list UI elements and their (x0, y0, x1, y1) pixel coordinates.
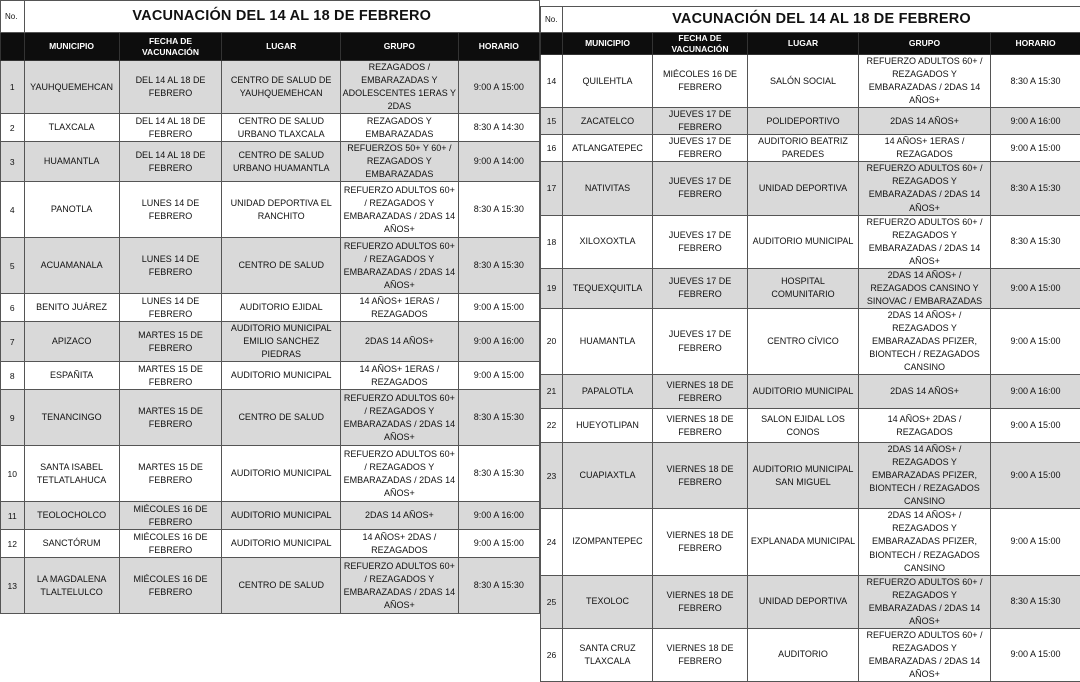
cell-lugar: UNIDAD DEPORTIVA (748, 162, 859, 215)
cell-grupo: REFUERZO ADULTOS 60+ / REZAGADOS Y EMBARAZADAS / 2DAS 14 AÑOS+ (341, 558, 459, 614)
cell-municipio: SANTA ISABEL TETLATLAHUCA (24, 446, 119, 502)
cell-fecha: JUEVES 17 DE FEBRERO (653, 162, 748, 215)
cell-fecha: JUEVES 17 DE FEBRERO (653, 108, 748, 135)
cell-horario: 8:30 A 15:30 (458, 182, 539, 238)
cell-no: 26 (541, 628, 563, 681)
cell-fecha: MARTES 15 DE FEBRERO (119, 446, 222, 502)
cell-lugar: CENTRO DE SALUD URBANO TLAXCALA (222, 114, 341, 142)
cell-lugar: UNIDAD DEPORTIVA (748, 575, 859, 628)
cell-fecha: MARTES 15 DE FEBRERO (119, 362, 222, 390)
cell-no: 11 (1, 502, 25, 530)
cell-municipio: APIZACO (24, 322, 119, 362)
header-fecha: FECHA DE VACUNACIÓN (119, 33, 222, 61)
header-row (1, 33, 540, 61)
cell-grupo: REFUERZO ADULTOS 60+ / REZAGADOS Y EMBARAZADAS / 2DAS 14 AÑOS+ (341, 446, 459, 502)
header-no (541, 33, 563, 55)
cell-no: 21 (541, 375, 563, 409)
table-row (1, 530, 540, 558)
cell-horario: 8:30 A 15:30 (458, 238, 539, 294)
cell-fecha: LUNES 14 DE FEBRERO (119, 182, 222, 238)
cell-horario: 9:00 A 15:00 (991, 509, 1080, 575)
cell-fecha: VIERNES 18 DE FEBRERO (653, 628, 748, 681)
cell-no: 12 (1, 530, 25, 558)
header-grupo: GRUPO (859, 33, 991, 55)
table-row (541, 215, 1080, 268)
page-title: VACUNACIÓN DEL 14 AL 18 DE FEBRERO (563, 7, 1080, 33)
cell-grupo: 14 AÑOS+ 1ERAS / REZAGADOS (341, 294, 459, 322)
cell-no: 15 (541, 108, 563, 135)
cell-horario: 9:00 A 15:00 (991, 409, 1080, 443)
table-row (541, 162, 1080, 215)
cell-horario: 8:30 A 15:30 (991, 215, 1080, 268)
table-row (1, 502, 540, 530)
table-row (1, 182, 540, 238)
header-fecha: FECHA DE VACUNACIÓN (653, 33, 748, 55)
cell-no: 23 (541, 443, 563, 509)
cell-lugar: AUDITORIO MUNICIPAL (748, 375, 859, 409)
cell-municipio: SANCTÓRUM (24, 530, 119, 558)
cell-horario: 9:00 A 15:00 (458, 362, 539, 390)
title-row (1, 1, 540, 33)
cell-lugar: SALON EJIDAL LOS CONOS (748, 409, 859, 443)
cell-lugar: AUDITORIO MUNICIPAL (748, 215, 859, 268)
cell-no: 10 (1, 446, 25, 502)
cell-municipio: TENANCINGO (24, 390, 119, 446)
cell-grupo: REFUERZO ADULTOS 60+ / REZAGADOS Y EMBARAZADAS / 2DAS 14 AÑOS+ (859, 215, 991, 268)
cell-grupo: 2DAS 14 AÑOS+ / REZAGADOS Y EMBARAZADAS PFIZER, BIONTECH / REZAGADOS CANSINO (859, 308, 991, 374)
cell-no: 20 (541, 308, 563, 374)
cell-municipio: TEOLOCHOLCO (24, 502, 119, 530)
cell-municipio: SANTA CRUZ TLAXCALA (563, 628, 653, 681)
cell-municipio: PANOTLA (24, 182, 119, 238)
cell-lugar: EXPLANADA MUNICIPAL (748, 509, 859, 575)
cell-horario: 8:30 A 15:30 (458, 558, 539, 614)
cell-horario: 9:00 A 15:00 (991, 135, 1080, 162)
cell-fecha: LUNES 14 DE FEBRERO (119, 294, 222, 322)
cell-lugar: CENTRO DE SALUD (222, 238, 341, 294)
table-row (1, 558, 540, 614)
no-label: No. (541, 7, 563, 33)
cell-municipio: LA MAGDALENA TLALTELULCO (24, 558, 119, 614)
cell-municipio: BENITO JUÁREZ (24, 294, 119, 322)
header-horario: HORARIO (991, 33, 1080, 55)
table-row (541, 308, 1080, 374)
schedule-table-left (0, 0, 540, 614)
header-no (1, 33, 25, 61)
table-row (1, 142, 540, 182)
cell-lugar: CENTRO CÍVICO (748, 308, 859, 374)
cell-grupo: REFUERZO ADULTOS 60+ / REZAGADOS Y EMBARAZADAS / 2DAS 14 AÑOS+ (859, 55, 991, 108)
cell-municipio: ATLANGATEPEC (563, 135, 653, 162)
cell-municipio: PAPALOTLA (563, 375, 653, 409)
cell-grupo: REFUERZO ADULTOS 60+ / REZAGADOS Y EMBARAZADAS / 2DAS 14 AÑOS+ (859, 628, 991, 681)
cell-no: 13 (1, 558, 25, 614)
cell-no: 25 (541, 575, 563, 628)
cell-municipio: XILOXOXTLA (563, 215, 653, 268)
cell-municipio: YAUHQUEMEHCAN (24, 61, 119, 114)
title-row (541, 7, 1080, 33)
cell-no: 14 (541, 55, 563, 108)
cell-grupo: 14 AÑOS+ 1ERAS / REZAGADOS (859, 135, 991, 162)
cell-fecha: DEL 14 AL 18 DE FEBRERO (119, 142, 222, 182)
table-row (1, 114, 540, 142)
table-row (1, 390, 540, 446)
cell-municipio: ZACATELCO (563, 108, 653, 135)
header-municipio: MUNICIPIO (24, 33, 119, 61)
cell-grupo: 2DAS 14 AÑOS+ / REZAGADOS Y EMBARAZADAS PFIZER, BIONTECH / REZAGADOS CANSINO (859, 443, 991, 509)
cell-fecha: VIERNES 18 DE FEBRERO (653, 409, 748, 443)
cell-horario: 9:00 A 15:00 (991, 443, 1080, 509)
cell-grupo: REFUERZO ADULTOS 60+ / REZAGADOS Y EMBARAZADAS / 2DAS 14 AÑOS+ (859, 162, 991, 215)
cell-fecha: VIERNES 18 DE FEBRERO (653, 443, 748, 509)
cell-lugar: CENTRO DE SALUD (222, 558, 341, 614)
cell-fecha: JUEVES 17 DE FEBRERO (653, 268, 748, 308)
cell-municipio: TEQUEXQUITLA (563, 268, 653, 308)
cell-lugar: AUDITORIO MUNICIPAL (222, 446, 341, 502)
cell-lugar: CENTRO DE SALUD URBANO HUAMANTLA (222, 142, 341, 182)
cell-horario: 9:00 A 15:00 (458, 61, 539, 114)
cell-municipio: ESPAÑITA (24, 362, 119, 390)
cell-horario: 9:00 A 15:00 (991, 308, 1080, 374)
cell-horario: 8:30 A 14:30 (458, 114, 539, 142)
cell-grupo: REFUERZO ADULTOS 60+ / REZAGADOS Y EMBARAZADAS / 2DAS 14 AÑOS+ (341, 182, 459, 238)
cell-lugar: HOSPITAL COMUNITARIO (748, 268, 859, 308)
cell-lugar: AUDITORIO MUNICIPAL (222, 362, 341, 390)
cell-horario: 9:00 A 16:00 (458, 502, 539, 530)
cell-municipio: IZOMPANTEPEC (563, 509, 653, 575)
table-row (541, 509, 1080, 575)
table-row (1, 446, 540, 502)
cell-municipio: HUAMANTLA (24, 142, 119, 182)
cell-no: 24 (541, 509, 563, 575)
cell-municipio: NATIVITAS (563, 162, 653, 215)
header-municipio: MUNICIPIO (563, 33, 653, 55)
cell-fecha: VIERNES 18 DE FEBRERO (653, 375, 748, 409)
table-row (541, 375, 1080, 409)
header-row (541, 33, 1080, 55)
cell-no: 7 (1, 322, 25, 362)
cell-fecha: DEL 14 AL 18 DE FEBRERO (119, 114, 222, 142)
cell-grupo: 2DAS 14 AÑOS+ (859, 375, 991, 409)
cell-no: 5 (1, 238, 25, 294)
cell-grupo: REZAGADOS / EMBARAZADAS Y ADOLESCENTES 1ERAS Y 2DAS (341, 61, 459, 114)
table-row (1, 61, 540, 114)
cell-no: 2 (1, 114, 25, 142)
cell-horario: 9:00 A 15:00 (991, 268, 1080, 308)
cell-horario: 9:00 A 16:00 (991, 375, 1080, 409)
cell-no: 6 (1, 294, 25, 322)
cell-grupo: REFUERZO ADULTOS 60+ / REZAGADOS Y EMBARAZADAS / 2DAS 14 AÑOS+ (341, 238, 459, 294)
cell-fecha: MIÉCOLES 16 DE FEBRERO (119, 502, 222, 530)
page-title: VACUNACIÓN DEL 14 AL 18 DE FEBRERO (24, 1, 539, 33)
cell-horario: 9:00 A 15:00 (991, 628, 1080, 681)
cell-lugar: AUDITORIO MUNICIPAL SAN MIGUEL (748, 443, 859, 509)
cell-horario: 8:30 A 15:30 (991, 55, 1080, 108)
cell-municipio: CUAPIAXTLA (563, 443, 653, 509)
cell-no: 16 (541, 135, 563, 162)
table-row (1, 294, 540, 322)
cell-municipio: QUILEHTLA (563, 55, 653, 108)
cell-fecha: VIERNES 18 DE FEBRERO (653, 575, 748, 628)
table-row (541, 575, 1080, 628)
cell-grupo: 2DAS 14 AÑOS+ (341, 322, 459, 362)
no-label: No. (1, 1, 25, 33)
table-row (1, 362, 540, 390)
cell-no: 22 (541, 409, 563, 443)
cell-grupo: 2DAS 14 AÑOS+ / REZAGADOS Y EMBARAZADAS PFIZER, BIONTECH / REZAGADOS CANSINO (859, 509, 991, 575)
cell-fecha: MARTES 15 DE FEBRERO (119, 390, 222, 446)
cell-horario: 9:00 A 15:00 (458, 530, 539, 558)
cell-lugar: AUDITORIO MUNICIPAL (222, 530, 341, 558)
cell-no: 4 (1, 182, 25, 238)
cell-fecha: JUEVES 17 DE FEBRERO (653, 308, 748, 374)
cell-lugar: CENTRO DE SALUD (222, 390, 341, 446)
cell-fecha: JUEVES 17 DE FEBRERO (653, 215, 748, 268)
cell-grupo: 14 AÑOS+ 1ERAS / REZAGADOS (341, 362, 459, 390)
cell-fecha: MIÉCOLES 16 DE FEBRERO (119, 530, 222, 558)
cell-fecha: JUEVES 17 DE FEBRERO (653, 135, 748, 162)
table-row (541, 409, 1080, 443)
cell-fecha: MARTES 15 DE FEBRERO (119, 322, 222, 362)
cell-lugar: AUDITORIO (748, 628, 859, 681)
cell-no: 17 (541, 162, 563, 215)
cell-municipio: TLAXCALA (24, 114, 119, 142)
table-row (1, 238, 540, 294)
left-schedule-sheet (0, 0, 540, 620)
cell-lugar: AUDITORIO BEATRIZ PAREDES (748, 135, 859, 162)
cell-horario: 9:00 A 15:00 (458, 294, 539, 322)
schedule-table-right (540, 6, 1080, 682)
cell-lugar: POLIDEPORTIVO (748, 108, 859, 135)
cell-municipio: ACUAMANALA (24, 238, 119, 294)
cell-horario: 8:30 A 15:30 (991, 162, 1080, 215)
cell-horario: 8:30 A 15:30 (458, 390, 539, 446)
table-row (541, 108, 1080, 135)
header-grupo: GRUPO (341, 33, 459, 61)
cell-municipio: HUEYOTLIPAN (563, 409, 653, 443)
cell-grupo: 2DAS 14 AÑOS+ / REZAGADOS CANSINO Y SINOVAC / EMBARAZADAS (859, 268, 991, 308)
cell-municipio: TEXOLOC (563, 575, 653, 628)
cell-grupo: 14 AÑOS+ 2DAS / REZAGADOS (341, 530, 459, 558)
cell-lugar: AUDITORIO EJIDAL (222, 294, 341, 322)
header-lugar: LUGAR (222, 33, 341, 61)
table-row (541, 628, 1080, 681)
cell-no: 18 (541, 215, 563, 268)
cell-horario: 9:00 A 14:00 (458, 142, 539, 182)
header-lugar: LUGAR (748, 33, 859, 55)
table-row (1, 322, 540, 362)
cell-grupo: 14 AÑOS+ 2DAS / REZAGADOS (859, 409, 991, 443)
table-row (541, 268, 1080, 308)
cell-grupo: 2DAS 14 AÑOS+ (859, 108, 991, 135)
cell-no: 9 (1, 390, 25, 446)
cell-fecha: DEL 14 AL 18 DE FEBRERO (119, 61, 222, 114)
cell-horario: 8:30 A 15:30 (991, 575, 1080, 628)
cell-horario: 9:00 A 16:00 (458, 322, 539, 362)
cell-fecha: VIERNES 18 DE FEBRERO (653, 509, 748, 575)
cell-grupo: REZAGADOS Y EMBARAZADAS (341, 114, 459, 142)
cell-grupo: REFUERZOS 50+ Y 60+ / REZAGADOS Y EMBARAZADAS (341, 142, 459, 182)
cell-grupo: REFUERZO ADULTOS 60+ / REZAGADOS Y EMBARAZADAS / 2DAS 14 AÑOS+ (859, 575, 991, 628)
cell-horario: 9:00 A 16:00 (991, 108, 1080, 135)
cell-lugar: CENTRO DE SALUD DE YAUHQUEMEHCAN (222, 61, 341, 114)
header-horario: HORARIO (458, 33, 539, 61)
cell-lugar: SALÓN SOCIAL (748, 55, 859, 108)
cell-lugar: AUDITORIO MUNICIPAL (222, 502, 341, 530)
cell-no: 19 (541, 268, 563, 308)
cell-no: 8 (1, 362, 25, 390)
cell-no: 3 (1, 142, 25, 182)
cell-horario: 8:30 A 15:30 (458, 446, 539, 502)
cell-fecha: MIÉCOLES 16 DE FEBRERO (653, 55, 748, 108)
cell-lugar: UNIDAD DEPORTIVA EL RANCHITO (222, 182, 341, 238)
cell-grupo: REFUERZO ADULTOS 60+ / REZAGADOS Y EMBARAZADAS / 2DAS 14 AÑOS+ (341, 390, 459, 446)
table-row (541, 55, 1080, 108)
cell-lugar: AUDITORIO MUNICIPAL EMILIO SANCHEZ PIEDRAS (222, 322, 341, 362)
cell-municipio: HUAMANTLA (563, 308, 653, 374)
cell-fecha: LUNES 14 DE FEBRERO (119, 238, 222, 294)
cell-grupo: 2DAS 14 AÑOS+ (341, 502, 459, 530)
table-row (541, 135, 1080, 162)
table-row (541, 443, 1080, 509)
cell-fecha: MIÉCOLES 16 DE FEBRERO (119, 558, 222, 614)
right-schedule-sheet (540, 6, 1080, 620)
cell-no: 1 (1, 61, 25, 114)
